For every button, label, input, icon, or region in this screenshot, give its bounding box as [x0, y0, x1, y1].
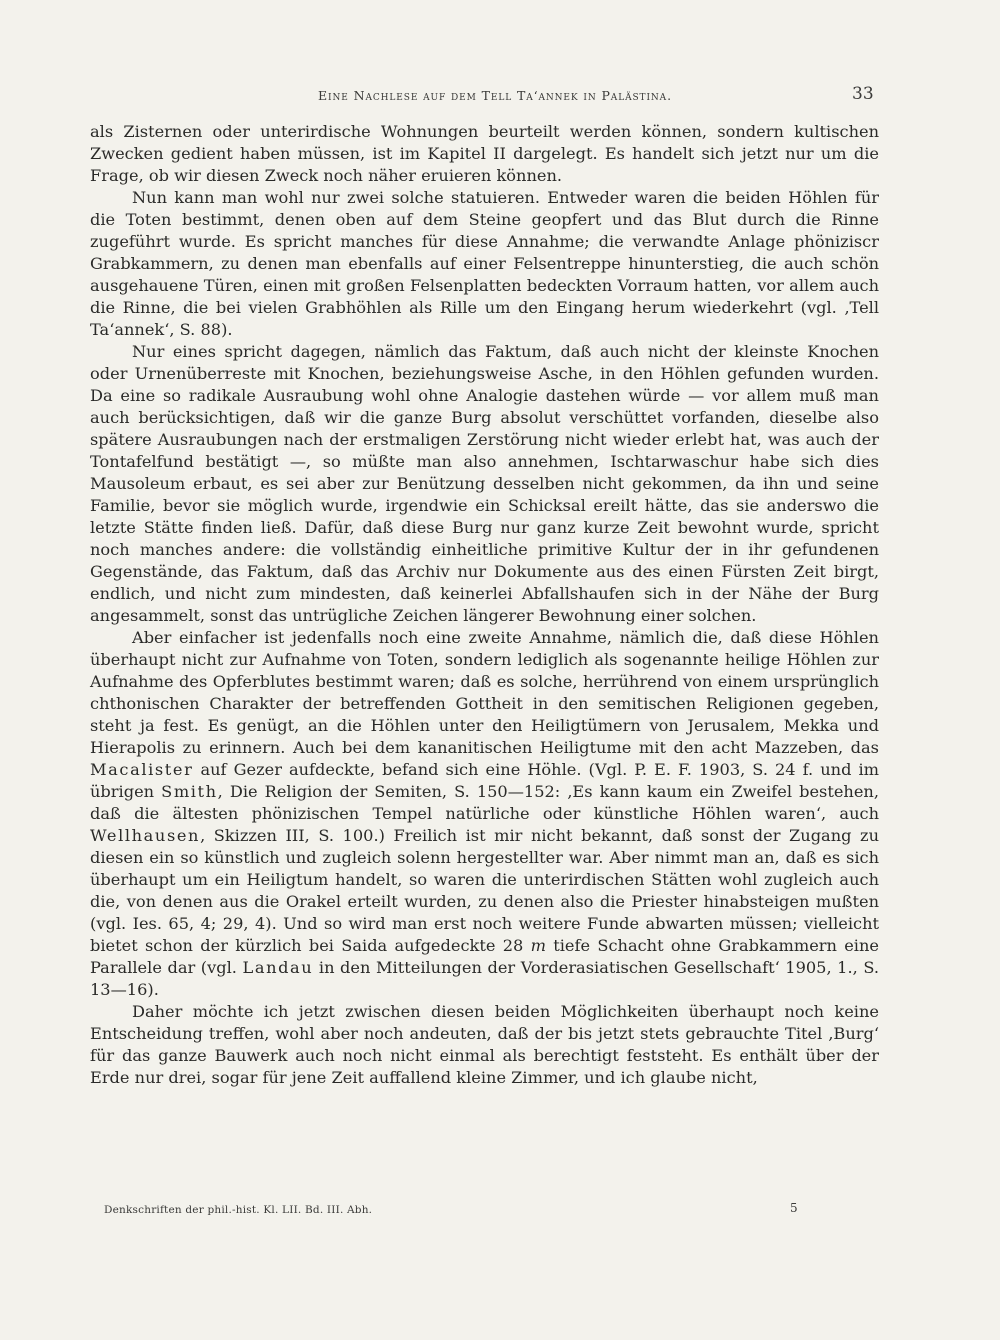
- body-text: [90, 121, 879, 1089]
- paragraph-4-part-f: in den Mitteilungen der Vorderasiatischen Gesellschaft‘ 1905, 1., S. 13—16).: [90, 958, 879, 999]
- paragraph-4-part-c: , Die Religion der Semiten, S. 150—152: ‚Es kann kaum ein Zweifel bestehen, daß die ältesten phönizischen Tempel natürliche oder künstliche Höhlen waren‘, auch: [90, 782, 880, 823]
- paragraph-5: Daher möchte ich jetzt zwischen diesen beiden Möglichkeiten überhaupt noch keine Entscheidung treffen, wohl aber noch andeuten, daß der bis jetzt stets gebrauchte Titel ‚Burg‘ für das ganze Bauwerk auch noch nicht einmal als berechtigt feststeht. Es enthält über der Erde nur drei, sogar für jene Zeit auffallend kleine Zimmer, und ich glaube nicht,: [90, 1002, 879, 1087]
- paragraph-4-part-a: Aber einfacher ist jedenfalls noch eine zweite Annahme, nämlich die, daß diese Höhlen überhaupt nicht zur Aufnahme von Toten, sondern lediglich als sogenannte heilige Höhlen zur Aufnahme des Opferblutes bestimmt waren; daß es solche, herrührend von einem ursprünglich chthonischen Charakter der betreffenden Gottheit in den semitischen Religionen gegeben, steht ja fest. Es genügt, an die Höhlen unter den Heiligtümern von Jerusalem, Mekka und Hierapolis zu erinnern. Auch bei dem kananitischen Heiligtume mit den acht Mazzeben, das: [90, 628, 879, 757]
- paragraph-1: als Zisternen oder unterirdische Wohnungen beurteilt werden können, sondern kultischen Zwecken gedient haben müssen, ist im Kapitel II dargelegt. Es handelt sich jetzt nur um die Frage, ob wir diesen Zweck noch näher eruieren können.: [90, 122, 879, 185]
- paragraph-4: [90, 627, 879, 1001]
- paragraph-2: Nun kann man wohl nur zwei solche statuieren. Entweder waren die beiden Höhlen für die Toten bestimmt, denen oben auf dem Steine geopfert und das Blut durch die Rinne zugeführt wurde. Es spricht manches für diese Annahme; die verwandte Anlage phöniziscr Grabkammern, zu denen man ebenfalls auf einer Felsentreppe hinunterstieg, die auch schön ausgehauene Türen, einen mit großen Felsenplatten bedeckten Vorraum hatten, vor allem auch die Rinne, die bei vielen Grabhöhlen als Rille um den Eingang herum wiederkehrt (vgl. ‚Tell Ta‘annek‘, S. 88).: [90, 188, 879, 339]
- paragraph-4-part-e: tiefe Schacht ohne Grabkammern eine Parallele dar (vgl.: [90, 936, 879, 977]
- footer-series-note: Denkschriften der phil.-hist. Kl. LII. Bd. III. Abh.: [104, 1204, 373, 1216]
- footer-signature-number: 5: [790, 1201, 798, 1215]
- author-name-macalister: Macalister: [90, 760, 194, 779]
- unit-meter: m: [530, 936, 546, 955]
- paragraph-4-part-d: , Skizzen III, S. 100.) Freilich ist mir nicht bekannt, daß sonst der Zugang zu diesen ein so künstlich und zugleich solenn hergestellter war. Aber nimmt man an, daß es sich überhaupt um ein Heiligtum handelt, so waren die unterirdischen Stätten wohl zugleich auch die, von denen aus die Orakel erteilt wurden, zu denen also die Priester hinabsteigen mußten (vgl. Ies. 65, 4; 29, 4). Und so wird man erst noch weitere Funde abwarten müssen; vielleicht bietet schon der kürzlich bei Saida aufgedeckte 28: [90, 826, 879, 955]
- paragraph-3: Nur eines spricht dagegen, nämlich das Faktum, daß auch nicht der kleinste Knochen oder Urnenüberreste mit Knochen, beziehungsweise Asche, in den Höhlen gefunden wurden. Da eine so radikale Ausraubung wohl ohne Analogie dastehen würde — vor allem muß man auch berücksichtigen, daß wir die ganze Burg absolut verschüttet vorfanden, dieselbe also spätere Ausraubungen nach der erstmaligen Zerstörung nicht wieder erlebt hat, was auch der Tontafelfund bestätigt —, so müßte man also annehmen, Ischtarwaschur habe sich dies Mausoleum erbaut, es sei aber zur Benützung desselben nicht gekommen, da ihn und seine Familie, bevor sie möglich wurde, irgendwie ein Schicksal ereilt hätte, das sie anderswo die letzte Stätte finden ließ. Dafür, daß diese Burg nur ganz kurze Zeit bewohnt wurde, spricht noch manches andere: die vollständig einheitliche primitive Kultur der in ihr gefundenen Gegenstände, das Faktum, daß das Archiv nur Dokumente aus des einen Fürsten Zeit birgt, endlich, und nicht zum mindesten, daß keinerlei Abfallshaufen sich in der Nähe der Burg angesammelt, sonst das untrügliche Zeichen längerer Bewohnung einer solchen.: [90, 342, 879, 625]
- page-number: 33: [852, 84, 874, 104]
- author-name-landau: Landau: [242, 958, 314, 977]
- paragraph-4-part-b: auf Gezer aufdeckte, befand sich eine Höhle. (Vgl. P. E. F. 1903, S. 24 f. und im übrigen: [90, 760, 879, 801]
- running-header-title: Eine Nachlese auf dem Tell Ta‘annek in Palästina.: [318, 88, 672, 103]
- author-name-wellhausen: Wellhausen: [90, 826, 201, 845]
- author-name-smith: Smith: [161, 782, 218, 801]
